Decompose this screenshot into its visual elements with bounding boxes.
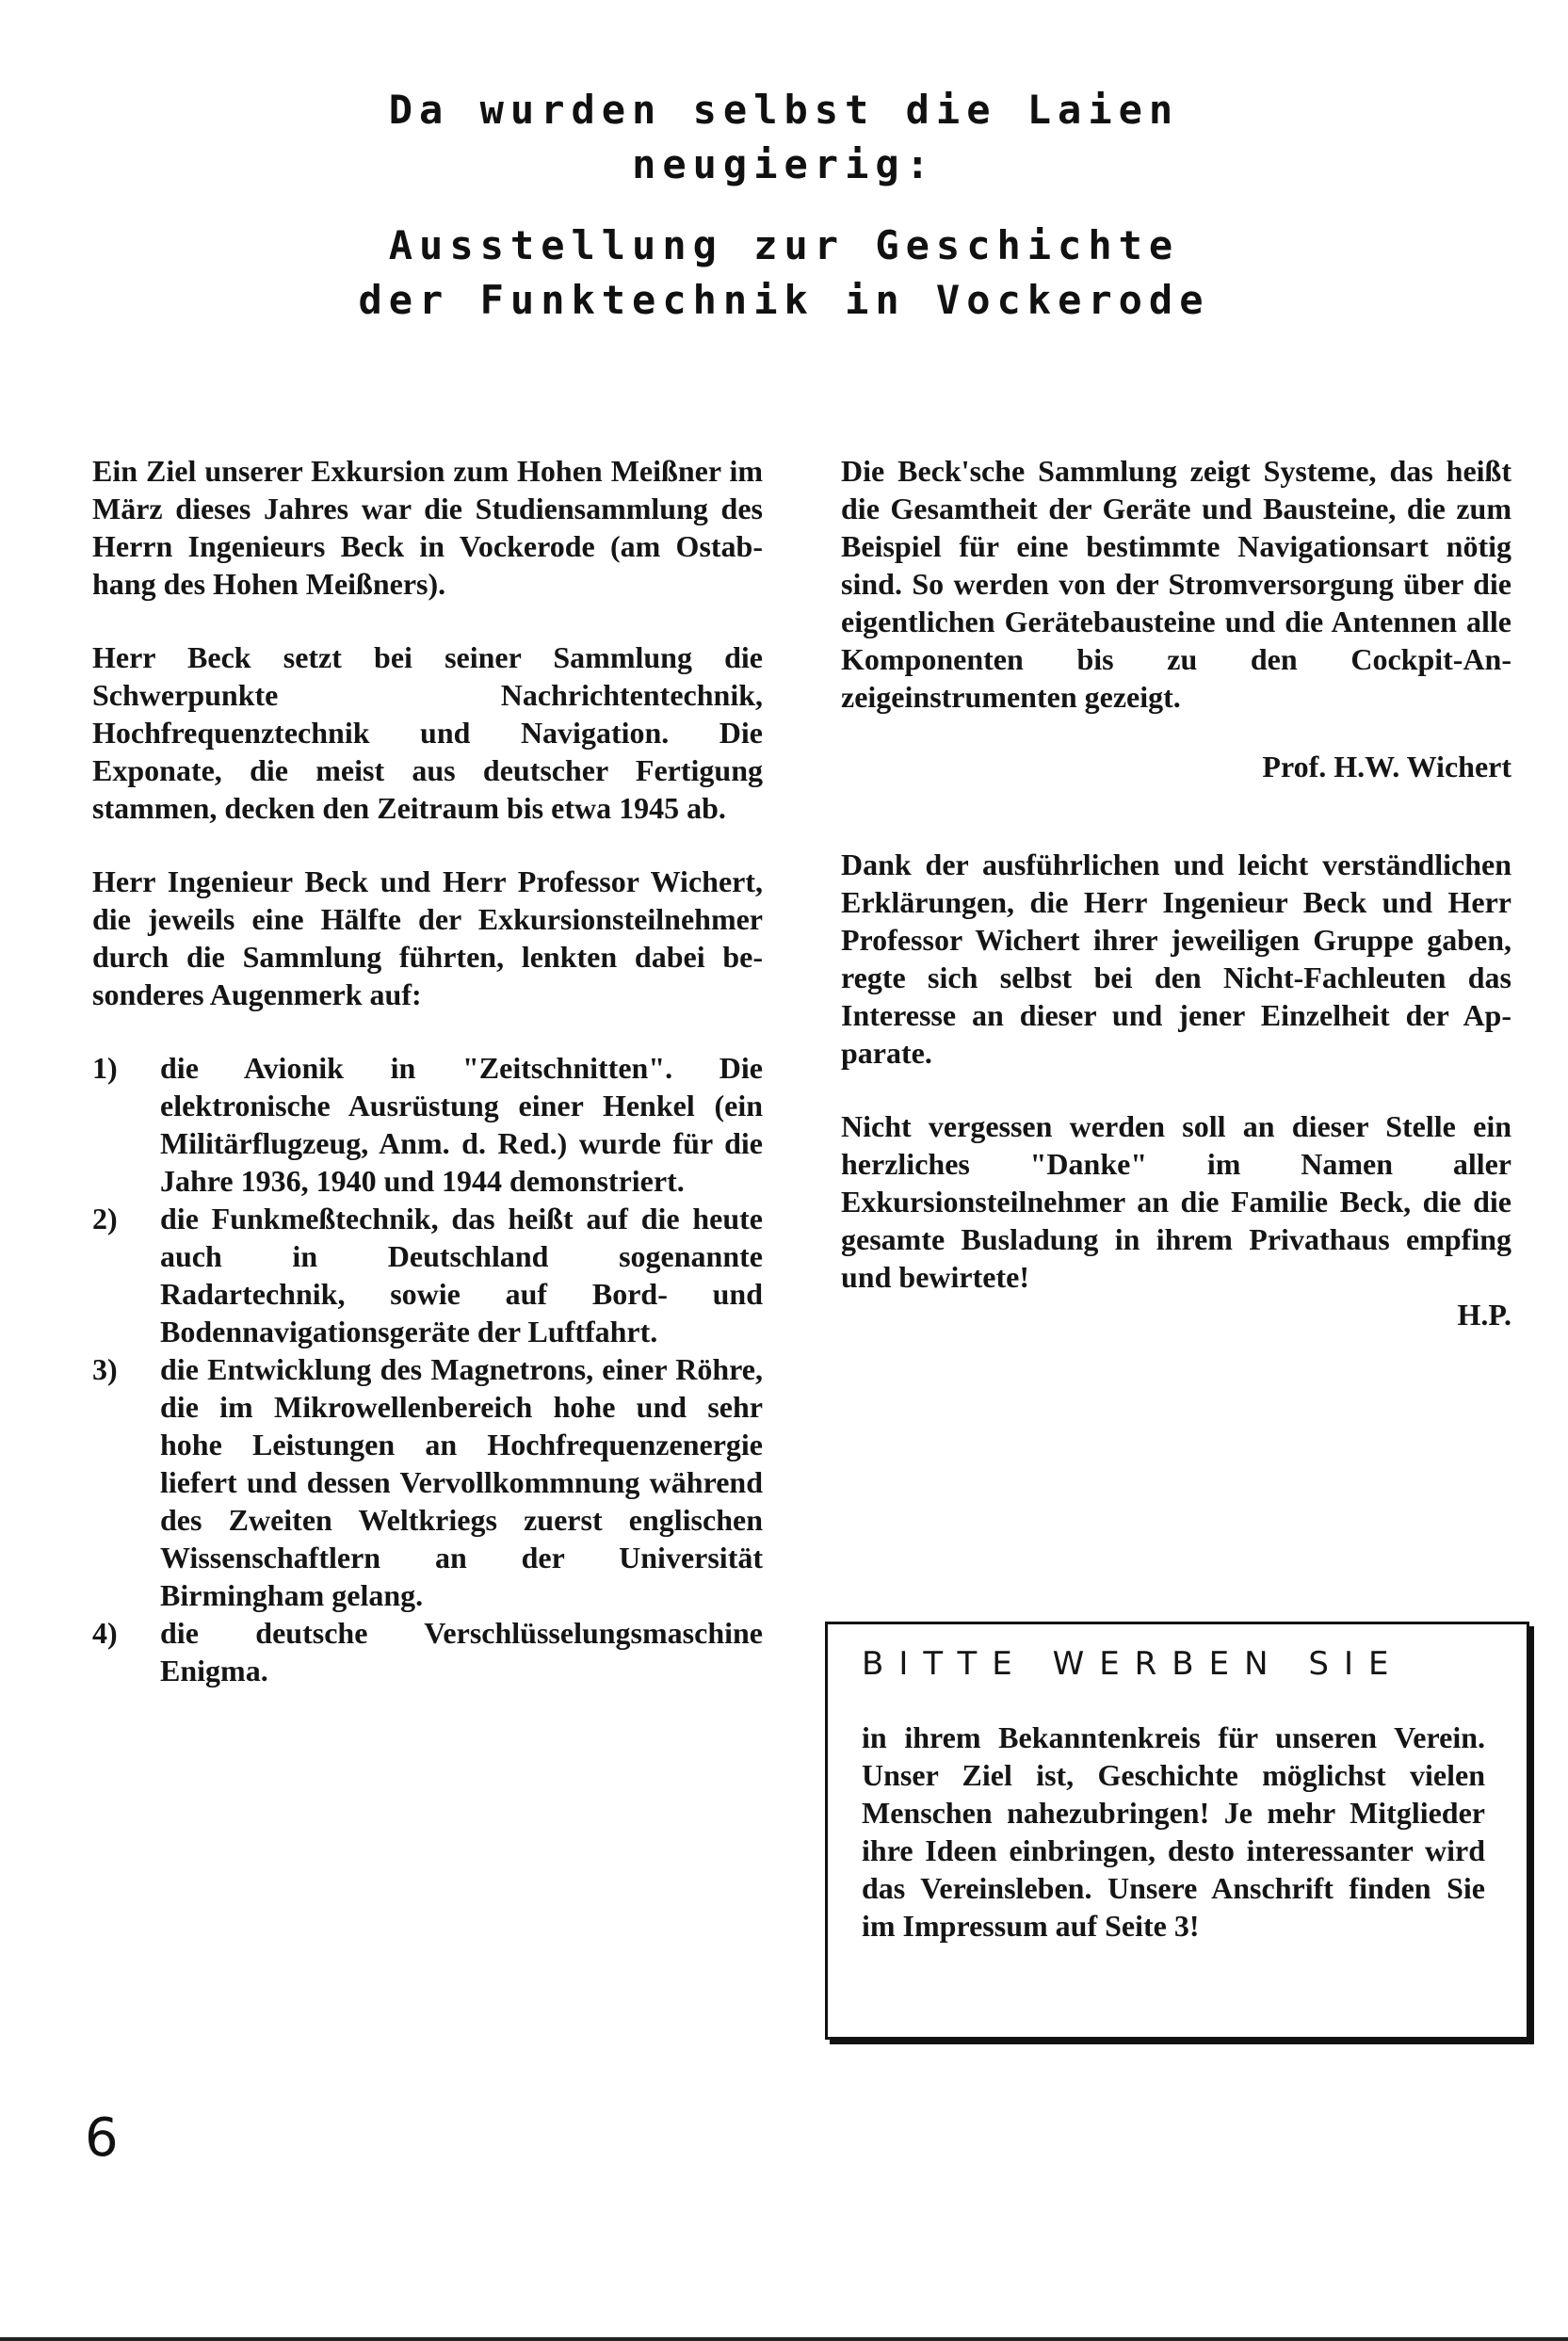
list-item <box>92 1049 763 1200</box>
thanks-paragraph: Nicht vergessen werden soll an dieser Stelle ein herzliches "Danke" im Namen aller Exkursionsteilnehmer an die Familie Beck, die die gesamte Busladung in ihrem Privathaus empfing und bewirtete! <box>841 1109 1511 1294</box>
list-item-text: die Funkmeßtechnik, das heißt auf die heute auch in Deutschland sogenannte Radartechnik, sowie auf Bord- und Bodennavigationsgeräte der Luftfahrt. <box>160 1202 763 1348</box>
list-item-number: 4) <box>92 1616 118 1650</box>
membership-notice-box <box>825 1622 1529 2040</box>
notice-title: BITTE WERBEN SIE <box>862 1645 1404 1683</box>
systems-paragraph: Die Beck'sche Sammlung zeigt Systeme, das heißt die Gesamtheit der Geräte und Bausteine, die zum Beispiel für eine bestimmte Navigationsart nötig sind. So werden von der Stromversorgung über die eigentlichen Gerätebausteine und die Antennen alle Komponenten bis zu den Cockpit-Anzeigeinstrumenten gezeigt. <box>841 454 1511 714</box>
list-item <box>92 1614 763 1689</box>
headline-line-1: Da wurden selbst die Laien <box>388 87 1180 133</box>
guides-paragraph: Herr Ingenieur Beck und Herr Professor Wichert, die jeweils eine Hälfte der Exkursionsteilnehmer durch die Sammlung führten, lenkten dabei besonderes Augenmerk auf: <box>92 864 763 1011</box>
list-item <box>92 1200 763 1350</box>
list-item-number: 1) <box>92 1051 118 1085</box>
list-item-number: 3) <box>92 1352 118 1386</box>
list-item-number: 2) <box>92 1202 118 1235</box>
list-item-text: die Avionik in "Zeitschnitten". Die elektronische Ausrüstung einer Henkel (ein Militärflugzeug, Anm. d. Red.) wurde für die Jahre 1936, 1940 und 1944 demonstriert. <box>160 1051 763 1198</box>
right-column <box>841 452 1511 1333</box>
page-number: 6 <box>85 2107 119 2169</box>
focus-list <box>92 1049 763 1689</box>
left-column <box>92 452 763 1689</box>
collection-focus-paragraph: Herr Beck setzt bei seiner Sammlung die Schwerpunkte Nachrichtentechnik, Hochfrequenztechnik und Navigation. Die Exponate, die meist aus deutscher Fertigung stammen, decken den Zeitraum bis etwa 1945 ab. <box>92 640 763 825</box>
bottom-rule <box>0 2337 1568 2341</box>
subheadline-line-1: Ausstellung zur Geschichte <box>388 222 1180 268</box>
author-signature: Prof. H.W. Wichert <box>1262 750 1511 783</box>
headline <box>0 83 1568 192</box>
notice-text: in ihrem Bekanntenkreis für unseren Verein. Unser Ziel ist, Geschichte möglichst vielen Menschen nahezubringen! Je mehr Mitglieder ihre Ideen einbringen, desto interessanter wird das Vereinsleben. Unsere Anschrift finden Sie im Impressum auf Seite 3! <box>862 1720 1485 1943</box>
subheadline <box>0 218 1568 328</box>
headline-line-2: neugierig: <box>632 141 936 187</box>
subheadline-line-2: der Funktechnik in Vockerode <box>358 277 1210 323</box>
list-item-text: die Entwicklung des Magnetrons, einer Röhre, die im Mikrowellenbereich hohe und sehr hohe Leistungen an Hochfrequenzenergie liefert und dessen Vervollkommnung während des Zweiten Weltkriegs zuerst englischen Wissenschaftlern an der Universität Birmingham gelang. <box>160 1352 763 1612</box>
intro-paragraph: Ein Ziel unserer Exkursion zum Hohen Meißner im März dieses Jahres war die Studiensammlung des Herrn Ingenieurs Beck in Vockerode (am Ostabhang des Hohen Meißners). <box>92 454 763 601</box>
list-item <box>92 1350 763 1614</box>
explanations-paragraph: Dank der ausführlichen und leicht verständlichen Erklärungen, die Herr Ingenieur Beck und Herr Professor Wichert ihrer jeweiligen Gruppe gaben, regte sich selbst bei den Nicht-Fachleuten das Interesse an dieser und jener Einzelheit der Apparate. <box>841 848 1511 1070</box>
initials-signature: H.P. <box>1457 1298 1511 1332</box>
list-item-text: die deutsche Verschlüsselungsmaschine Enigma. <box>160 1616 763 1687</box>
